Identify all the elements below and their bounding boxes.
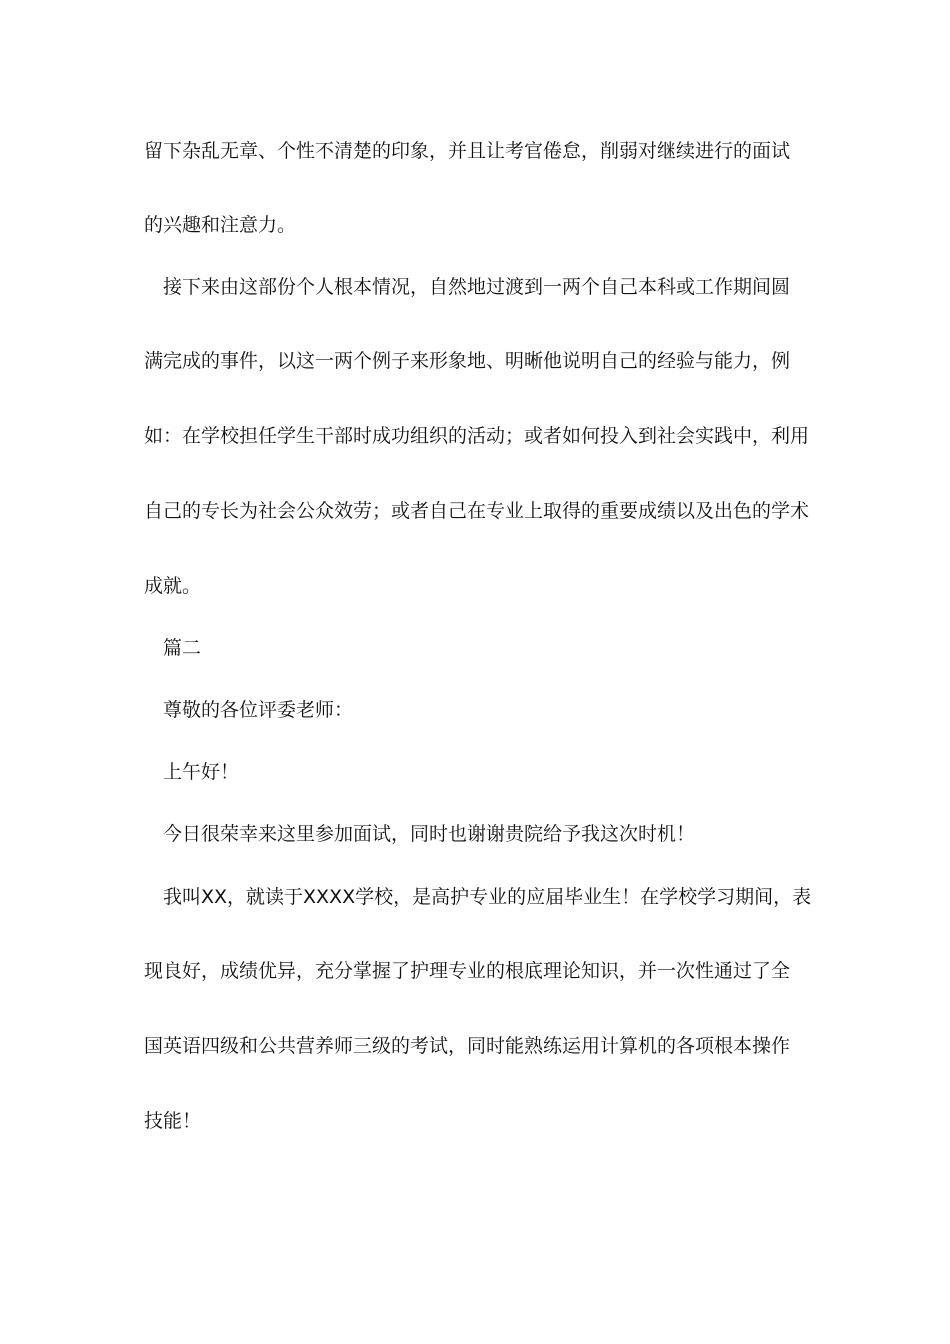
- section-heading: 篇二: [163, 637, 202, 659]
- paragraph-line: 满完成的事件，以这一两个例子来形象地、明晰他说明自己的经验与能力，例: [144, 350, 791, 372]
- paragraph-line: 国英语四级和公共营养师三级的考试，同时能熟练运用计算机的各项根本操作: [144, 1035, 791, 1057]
- paragraph-line: 今日很荣幸来这里参加面试，同时也谢谢贵院给予我这次时机！: [163, 823, 696, 845]
- paragraph-line: 现良好，成绩优异，充分掌握了护理专业的根底理论知识，并一次性通过了全: [144, 960, 791, 982]
- paragraph-line: 我叫XX，就读于XXXX学校，是高护专业的应届毕业生！在学校学习期间，表: [163, 886, 812, 908]
- paragraph-line: 技能！: [144, 1110, 202, 1132]
- greeting: 上午好！: [163, 761, 240, 783]
- paragraph-line: 接下来由这部份个人根本情况，自然地过渡到一两个自己本科或工作期间圆: [163, 276, 791, 298]
- paragraph-line: 留下杂乱无章、个性不清楚的印象，并且让考官倦怠，削弱对继续进行的面试: [144, 140, 791, 162]
- paragraph-line: 自己的专长为社会公众效劳；或者自己在专业上取得的重要成绩以及出色的学术: [144, 500, 810, 522]
- paragraph-line: 成就。: [144, 575, 202, 597]
- salutation: 尊敬的各位评委老师：: [163, 699, 354, 721]
- paragraph-line: 如：在学校担任学生干部时成功组织的活动；或者如何投入到社会实践中，利用: [144, 425, 810, 447]
- paragraph-line: 的兴趣和注意力。: [144, 214, 297, 236]
